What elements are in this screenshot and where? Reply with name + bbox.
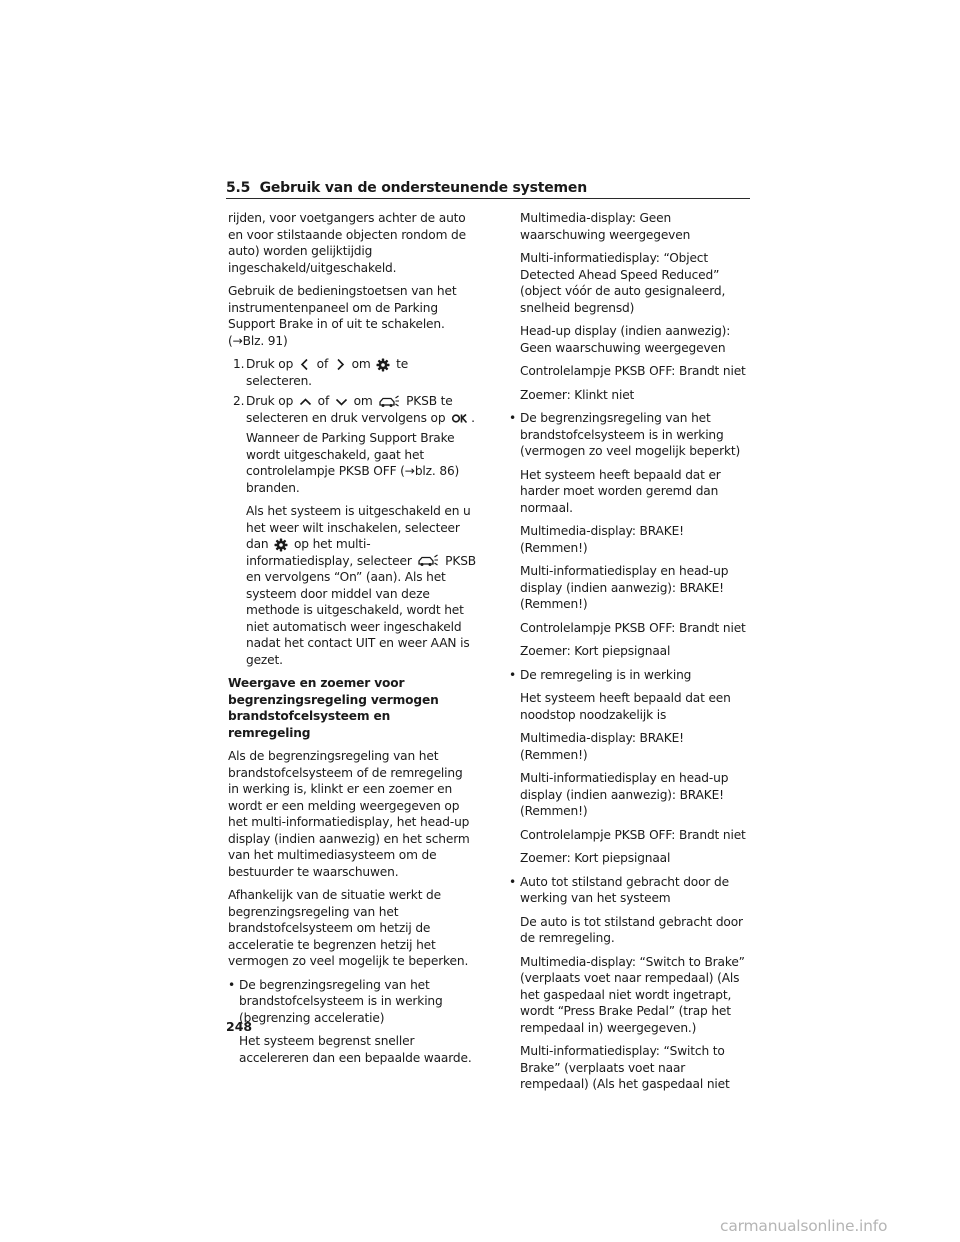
left-column xyxy=(228,210,476,1073)
step-1 xyxy=(228,356,476,389)
bullet-detail: Multimedia-display: “Switch to Brake” (verplaats voet naar rempedaal) (Als het gaspedaal niet wordt ingetrapt, wordt “Press Brake Pedal” (trap het rempedaal in) weergegeven.) xyxy=(520,954,745,1035)
step-text: Druk op xyxy=(246,394,294,408)
bullet-detail: Multimedia-display: BRAKE! (Remmen!) xyxy=(520,524,684,555)
step-text: of xyxy=(317,394,330,408)
step-2 xyxy=(228,393,476,426)
bullet-marker: • xyxy=(509,411,517,425)
bullet-text: Auto tot stilstand gebracht door de werking van het systeem xyxy=(520,874,729,905)
bullet-text: De begrenzingsregeling van het brandstofcelsysteem is in werking (vermogen zo veel mogelijk beperkt) xyxy=(520,411,741,458)
bullet-marker: • xyxy=(509,874,517,889)
step-text: om xyxy=(353,394,373,408)
note-paragraph: Wanneer de Parking Support Brake wordt uitgeschakeld, gaat het controlelampje PKSB OFF (→blz. 86) branden. xyxy=(246,431,460,495)
bullet-detail: Zoemer: Kort piepsignaal xyxy=(520,644,671,658)
bullet-detail: Multimedia-display: Geen waarschuwing weergegeven xyxy=(520,211,691,242)
bullet-detail: Multi-informatiedisplay: “Object Detected Ahead Speed Reduced” (object vóór de auto gesignaleerd, snelheid begrensd) xyxy=(520,251,726,315)
section-header xyxy=(226,180,750,196)
paragraph: Gebruik de bedieningstoetsen van het instrumentenpaneel om de Parking Support Brake in of uit te schakelen. (→Blz. 91) xyxy=(228,284,457,348)
header-divider xyxy=(226,198,750,199)
chevron-up-icon xyxy=(299,396,312,408)
bullet-detail: Multimedia-display: BRAKE! (Remmen!) xyxy=(520,731,684,762)
step-text: . xyxy=(471,410,475,425)
chevron-down-icon xyxy=(335,396,348,408)
paragraph: rijden, voor voetgangers achter de auto en voor stilstaande objecten rondom de auto) worden gelijktijdig ingeschakeld/uitgeschakeld. xyxy=(228,211,466,275)
note-text: PKSB en vervolgens “On” (aan). Als het systeem door middel van deze methode is uitgeschakeld, wordt het niet automatisch weer ingeschakeld nadat het contact UIT en weer AAN is gezet. xyxy=(246,553,477,667)
chevron-left-icon xyxy=(299,358,311,371)
gear-icon xyxy=(274,538,288,552)
ok-button-icon xyxy=(451,413,469,424)
bullet-detail: Head-up display (indien aanwezig): Geen waarschuwing weergegeven xyxy=(520,324,731,355)
bullet-detail: Het systeem heeft bepaald dat er harder moet worden geremd dan normaal. xyxy=(520,467,721,515)
section-number: 5.5 xyxy=(226,180,251,196)
right-column xyxy=(509,210,753,1100)
paragraph: Afhankelijk van de situatie werkt de begrenzingsregeling van het brandstofcelsysteem om hetzij de acceleratie te begrenzen hetzij het vermogen zo veel mogelijk te beperken. xyxy=(228,888,469,968)
step-text: PKSB te selecteren en druk vervolgens op xyxy=(246,394,453,425)
paragraph: Als de begrenzingsregeling van het brandstofcelsysteem of de remregeling in werking is, klinkt er een zoemer en wordt er een melding weergegeven op het multi-informatiedisplay, het head-up display (indien aanwezig) en het scherm van het multimediasysteem om de bestuurder te waarschuwen. xyxy=(228,749,470,879)
step-text: Druk op xyxy=(246,357,294,371)
page-number: 248 xyxy=(226,1019,253,1034)
bullet-text: De remregeling is in werking xyxy=(520,667,692,682)
step-number: 2. xyxy=(233,394,245,408)
car-pksb-icon xyxy=(378,395,400,409)
car-pksb-icon xyxy=(417,554,439,568)
bullet-detail: Multi-informatiedisplay en head-up display (indien aanwezig): BRAKE! (Remmen!) xyxy=(520,771,729,818)
note-text: Als het systeem is uitgeschakeld en u het weer wilt inschakelen, selecteer dan xyxy=(246,504,471,551)
bullet-item xyxy=(509,874,753,907)
bullet-detail: Zoemer: Klinkt niet xyxy=(520,387,635,402)
note-paragraph xyxy=(228,503,476,668)
bullet-detail: Multi-informatiedisplay en head-up display (indien aanwezig): BRAKE! (Remmen!) xyxy=(520,564,729,611)
bullet-detail: Controlelampje PKSB OFF: Brandt niet xyxy=(520,620,746,635)
bullet-detail: Controlelampje PKSB OFF: Brandt niet xyxy=(520,827,746,842)
bullet-item xyxy=(228,977,476,1027)
bullet-marker: • xyxy=(228,977,236,992)
subsection-heading: Weergave en zoemer voor begrenzingsregeling vermogen brandstofcelsysteem en remregeling xyxy=(228,676,439,740)
bullet-detail: De auto is tot stilstand gebracht door de remregeling. xyxy=(520,914,743,945)
step-text: om xyxy=(351,357,371,371)
note-text: op het multi-informatiedisplay, selecteer xyxy=(246,537,412,568)
step-text: of xyxy=(316,357,329,371)
bullet-detail: Het systeem heeft bepaald dat een noodstop noodzakelijk is xyxy=(520,691,731,722)
bullet-marker: • xyxy=(509,667,517,682)
section-title: Gebruik van de ondersteunende systemen xyxy=(259,180,587,196)
bullet-detail: Zoemer: Kort piepsignaal xyxy=(520,851,671,865)
bullet-item xyxy=(509,410,753,460)
bullet-detail: Controlelampje PKSB OFF: Brandt niet xyxy=(520,364,746,378)
bullet-detail: Het systeem begrenst sneller accelereren dan een bepaalde waarde. xyxy=(239,1034,472,1065)
bullet-item xyxy=(509,667,753,684)
bullet-detail: Multi-informatiedisplay: “Switch to Brake” (verplaats voet naar rempedaal) (Als het gaspedaal niet xyxy=(520,1044,730,1091)
chevron-right-icon xyxy=(334,358,346,371)
bullet-text: De begrenzingsregeling van het brandstofcelsysteem is in werking (begrenzing acceleratie) xyxy=(239,977,443,1025)
gear-icon xyxy=(376,358,390,372)
step-text: te selecteren. xyxy=(246,357,409,388)
step-number: 1. xyxy=(233,357,245,371)
watermark: carmanualsonline.info xyxy=(720,1217,888,1235)
